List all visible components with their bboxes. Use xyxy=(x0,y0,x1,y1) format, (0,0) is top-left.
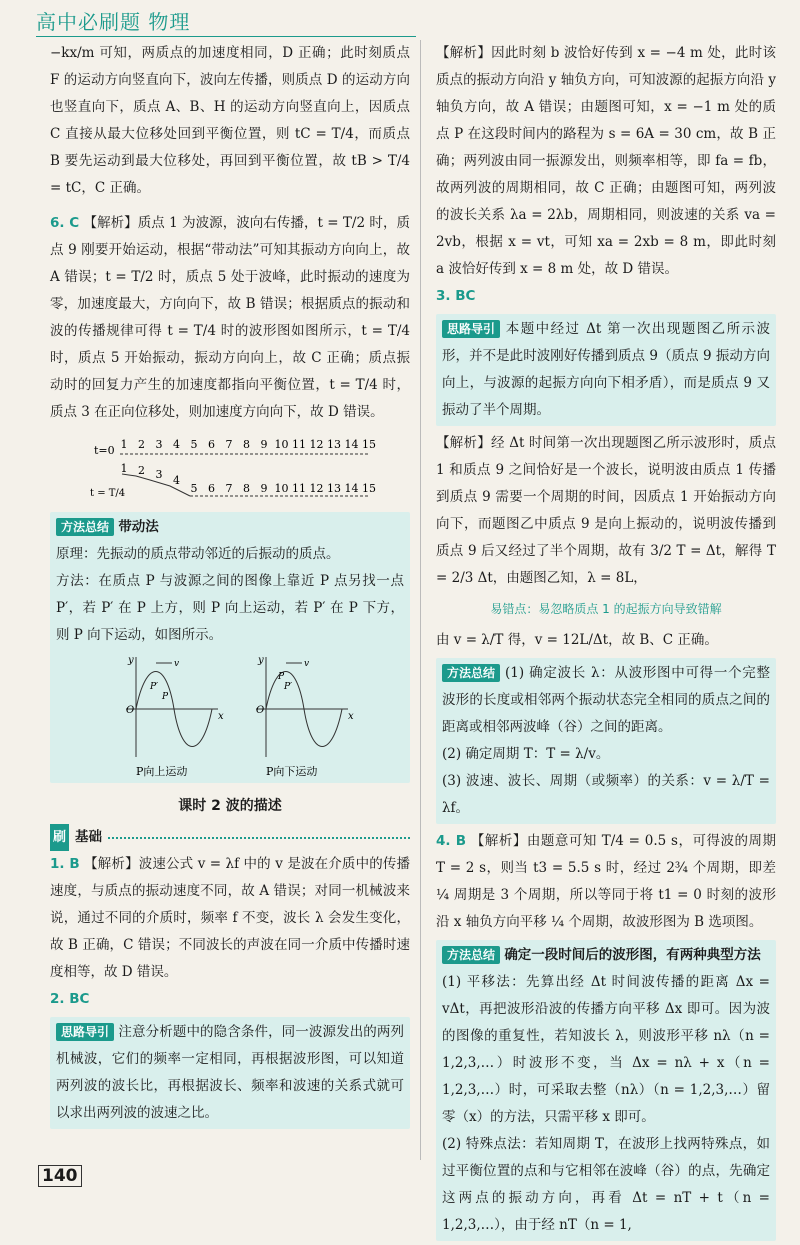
fig-label-t-quarter: t = T/4 xyxy=(90,488,126,499)
page-header-title: 高中必刷题 物理 xyxy=(36,10,191,34)
fig-particle-label-t0: 5 xyxy=(190,438,198,451)
method-2-tag: 方法总结 xyxy=(442,664,500,682)
section-dots xyxy=(108,837,410,839)
fig-particle-label-tquarter: 12 xyxy=(309,482,324,495)
fig-particle-label-tquarter: 13 xyxy=(327,482,341,495)
fig-particle-label-t0: 7 xyxy=(225,438,233,451)
method-1-tag: 方法总结 xyxy=(56,518,114,536)
question-3-analysis: 【解析】经 Δt 时间第一次出现题图乙所示波形时，质点 1 和质点 9 之间恰好是一个波长，说明波由质点 1 传播到质点 9 需要一个周期的时间，因质点 1 开始振动方向向下，而题图乙中质点 9 是向上振动的，说明波传播到质点 9 后又经过了半个周期，故有 3/2 T = Δt，解得 T = 2/3 Δt，由题图乙知，λ = 8L， xyxy=(436,435,776,586)
question-3-analysis-end: 由 v = λ/T 得，v = 12L/Δt，故 B、C 正确。 xyxy=(436,632,718,648)
svg-text:x: x xyxy=(218,711,224,722)
fig-particle-label-t0: 3 xyxy=(155,438,163,451)
fig-particle-label-tquarter: 11 xyxy=(292,482,306,495)
method-1-title: 带动法 xyxy=(118,519,159,535)
method-3-title: 确定一段时间后的波形图，有两种典型方法 xyxy=(504,947,761,963)
fig-particle-label-tquarter: 7 xyxy=(225,482,233,495)
fig-particle-label-tquarter: 5 xyxy=(190,482,198,495)
question-2-hint xyxy=(50,1017,410,1129)
sine-graphs-figure xyxy=(56,649,396,781)
graph-up-caption: P向上运动 xyxy=(136,765,188,778)
fig-particle-label-tquarter: 9 xyxy=(260,482,268,495)
method-3-point-1: (1) 平移法：先算出经 Δt 时间波传播的距离 Δx = vΔt，再把波形沿波的传播方向平移 Δx 即可。因为波的图像的重复性，若知波长 λ，则波形平移 nλ（n = 1,2,3,…）时波形不变，当 Δx = nλ + x（n = 1,2,3,…）时，可采取去整（nλ）（n = 1,2,3,…）留零（x）的方法，只需平移 x 即可。 xyxy=(442,974,770,1125)
section-basics xyxy=(50,824,410,851)
method-2-point-3: (3) 波速、波长、周期（或频率）的关系：v = λ/T = λf。 xyxy=(442,773,770,816)
method-summary-3 xyxy=(436,940,776,1241)
fig-particle-label-tquarter: 6 xyxy=(208,482,215,495)
fig-particle-label-tquarter: 4 xyxy=(173,474,180,487)
fig-particle-label-t0: 10 xyxy=(274,438,289,451)
question-3-hint xyxy=(436,314,776,426)
header-rule xyxy=(36,36,416,37)
method-3-tag: 方法总结 xyxy=(442,946,500,964)
question-2-number: 2. BC xyxy=(50,991,90,1007)
fig-particle-label-t0: 15 xyxy=(362,438,376,451)
svg-text:O: O xyxy=(126,705,135,716)
svg-text:P′: P′ xyxy=(284,682,293,692)
fig-particle-label-tquarter: 14 xyxy=(344,482,359,495)
fig-particle-label-t0: 6 xyxy=(208,438,215,451)
question-1-number: 1. B xyxy=(50,856,80,872)
fig-particle-label-t0: 13 xyxy=(327,438,341,451)
question-6-number: 6. C xyxy=(50,215,80,231)
fig-particle-label-t0: 4 xyxy=(173,438,180,451)
method-2-point-2: (2) 确定周期 T：T = λ/v。 xyxy=(442,746,610,762)
page-number: 140 xyxy=(38,1165,82,1187)
method-1-method: 方法：在质点 P 与波源之间的图像上靠近 P 点另找一点 P′，若 P′ 在 P 上方，则 P 向上运动，若 P′ 在 P 下方，则 P 向下运动，如图所示。 xyxy=(56,573,404,643)
question-6-text: 【解析】质点 1 为波源，波向右传播，t = T/2 时，质点 9 刚要开始运动，根据“带动法”可知其振动方向向上，故 A 错误；t = T/2 时，质点 5 处于波峰，此时振动的速度为零，加速度最大，方向向下，故 B 错误；根据质点的振动和波的传播规律可得 t = T/4 时的波形图如图所示，t = T/4 时，质点 5 开始振动，振动方向向上，故 C 正确；质点振动时的回复力产生的加速度都指向平衡位置，t = T/4 时，质点 3 在正向位移处，则加速度方向向下，故 D 错误。 xyxy=(50,215,410,420)
question-4 xyxy=(436,828,776,936)
fig-particle-label-tquarter: 8 xyxy=(243,482,250,495)
svg-text:y: y xyxy=(128,655,134,666)
fig-particle-label-t0: 1 xyxy=(120,438,128,451)
question-3-number: 3. BC xyxy=(436,288,476,304)
section-tag: 刷 xyxy=(50,824,69,851)
fig-label-t0: t=0 xyxy=(94,444,115,457)
fig-particle-label-t0: 8 xyxy=(243,438,250,451)
svg-text:P: P xyxy=(162,692,169,702)
column-divider xyxy=(420,40,421,1160)
sine-graph-down xyxy=(256,655,354,778)
svg-text:P′: P′ xyxy=(150,682,159,692)
method-1-principle: 原理：先振动的质点带动邻近的后振动的质点。 xyxy=(56,546,340,562)
right-paragraph-continued: 【解析】因此时刻 b 波恰好传到 x = −4 m 处，此时该质点的振动方向沿 y 轴负方向，可知波源的起振方向沿 y 轴负方向，故 A 错误；由题图可知，x = −1 m 处的质点 P 在这段时间内的路程为 s = 6A = 30 cm，故 B 正确；两列波由同一振源发出，则频率相等，即 fa = fb，故两列波的周期相同，故 C 正确；由题图可知，两列波的波长关系 λa = 2λb，周期相同，则波速的关系 va = 2vb，根据 x = vt，可知 xa = 2xb = 8 m，即此时刻 a 波恰好传到 x = 8 m 处，故 D 错误。 xyxy=(436,45,776,277)
method-summary-2 xyxy=(436,658,776,824)
fig-particle-label-t0: 9 xyxy=(260,438,268,451)
lesson-title: 课时 2 波的描述 xyxy=(178,798,282,814)
sine-graph-up xyxy=(126,655,224,778)
fig-particle-label-tquarter: 2 xyxy=(138,464,145,477)
right-column xyxy=(436,40,776,1245)
fig-particle-label-tquarter: 15 xyxy=(362,482,376,495)
question-2-tag: 思路导引 xyxy=(56,1023,114,1041)
fig-particle-label-tquarter: 3 xyxy=(155,468,163,481)
left-paragraph-continued: −kx/m 可知，两质点的加速度相同，D 正确；此时刻质点 F 的运动方向竖直向下，波向左传播，则质点 D 的运动方向也竖直向下，质点 A、B、H 的运动方向竖直向上，因质点 C 直接从最大位移处回到平衡位置，则 tC = T/4，而质点 B 要先运动到最大位移处，再回到平衡位置，故 tB > T/4 = tC，C 正确。 xyxy=(50,45,410,196)
svg-text:v: v xyxy=(304,659,310,669)
svg-text:P: P xyxy=(278,672,285,682)
svg-text:v: v xyxy=(174,659,180,669)
question-4-number: 4. B xyxy=(436,833,467,849)
question-1 xyxy=(50,851,410,986)
graph-down-caption: P向下运动 xyxy=(266,765,318,778)
method-summary-1 xyxy=(50,512,410,783)
question-4-text: 【解析】由题意可知 T/4 = 0.5 s，可得波的周期 T = 2 s，则当 t3 = 5.5 s 时，经过 2¾ 个周期，即差 ¼ 周期是 3 个周期，所以等同于将 t1 = 0 时刻的波形沿 x 轴负方向平移 ¼ 个周期，故波形图为 B 选项图。 xyxy=(436,833,777,930)
svg-text:y: y xyxy=(258,655,264,666)
question-3-tag: 思路导引 xyxy=(442,320,500,338)
method-2-point-1: (1) 确定波长 λ：从波形图中可得一个完整波形的长度或相邻两个振动状态完全相同的质点之间的距离或相邻两波峰（谷）之间的距离。 xyxy=(442,665,770,735)
section-title: 基础 xyxy=(75,829,103,845)
question-3-hint-text: 本题中经过 Δt 第一次出现题图乙所示波形，并不是此时波刚好传播到质点 9（质点 9 振动方向向上，与波源的起振方向向下相矛盾），而是质点 9 又振动了半个周期。 xyxy=(442,321,770,418)
fig-particle-label-t0: 11 xyxy=(292,438,306,451)
question-1-text: 【解析】波速公式 v = λf 中的 v 是波在介质中的传播速度，与质点的振动速度不同，故 A 错误；对同一机械波来说，通过不同的介质时，频率 f 不变，波长 λ 会发生变化，故 B 正确，C 错误；不同波长的声波在同一介质中传播时速度相等，故 D 错误。 xyxy=(50,856,411,980)
question-3-mistake-note: 易错点：易忽略质点 1 的起振方向导致错解 xyxy=(490,602,722,616)
wave-particle-figure xyxy=(50,430,410,508)
question-6 xyxy=(50,210,410,426)
fig-particle-label-t0: 12 xyxy=(309,438,324,451)
fig-particle-label-tquarter: 1 xyxy=(120,462,128,475)
question-2-text: 注意分析题中的隐含条件，同一波源发出的两列机械波，它们的频率一定相同，再根据波形图，可以知道两列波的波长比，再根据波长、频率和波速的关系式就可以求出两列波的波速之比。 xyxy=(56,1024,405,1121)
method-3-point-2: (2) 特殊点法：若知周期 T，在波形上找两特殊点，如过平衡位置的点和与它相邻在波峰（谷）的点，先确定这两点的振动方向，再看 Δt = nT + t（n = 1,2,3,…），由于经 nT（n = 1, xyxy=(442,1136,770,1233)
left-column xyxy=(50,40,410,1133)
fig-particle-label-tquarter: 10 xyxy=(274,482,289,495)
svg-text:O: O xyxy=(256,705,265,716)
fig-particle-label-t0: 2 xyxy=(138,438,145,451)
svg-text:x: x xyxy=(348,711,354,722)
fig-particle-label-t0: 14 xyxy=(344,438,359,451)
